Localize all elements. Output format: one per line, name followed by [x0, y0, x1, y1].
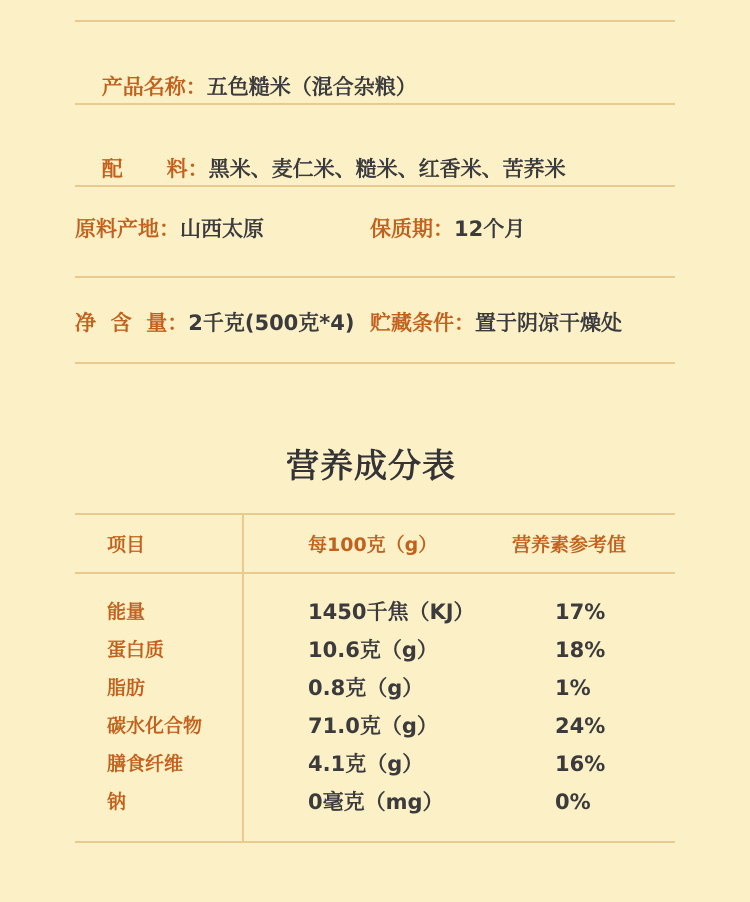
divider	[75, 362, 675, 364]
shelf-life-group	[370, 217, 525, 241]
nutrient-nrv: 0%	[555, 790, 591, 814]
nutrient-name: 脂肪	[107, 677, 146, 699]
nutrient-name: 膳食纤维	[107, 753, 184, 775]
nutrient-nrv: 17%	[555, 600, 606, 624]
nutrition-row-fat	[75, 676, 675, 700]
nutrition-row-energy	[75, 600, 675, 624]
netweight-storage-row	[75, 311, 675, 335]
nutrient-nrv: 18%	[555, 638, 606, 662]
divider	[75, 185, 675, 187]
nutrient-name: 蛋白质	[107, 639, 165, 661]
header-nrv: 营养素参考值	[512, 534, 627, 556]
ingredients-value: 黑米、麦仁米、糙米、红香米、苦荞米	[208, 157, 566, 181]
nutrient-amount: 1450千焦（KJ）	[308, 600, 475, 624]
nutrient-amount: 71.0克（g）	[308, 714, 438, 738]
product-name-row	[75, 51, 675, 99]
shelf-life-value: 12个月	[454, 217, 526, 241]
divider	[75, 20, 675, 22]
product-name-label: 产品名称：	[101, 75, 207, 99]
product-name-value: 五色糙米（混合杂粮）	[206, 75, 417, 99]
nutrient-amount: 0.8克（g）	[308, 676, 424, 700]
net-weight-group	[75, 311, 355, 335]
origin-value: 山西太原	[180, 217, 264, 241]
storage-group	[370, 311, 622, 335]
net-weight-value: 2千克(500克*4)	[188, 311, 355, 335]
shelf-life-label: 保质期：	[370, 217, 454, 241]
nutrition-header-row	[75, 533, 675, 557]
net-weight-label: 净 含 量：	[75, 311, 189, 335]
header-item: 项目	[107, 534, 146, 556]
nutrient-nrv: 1%	[555, 676, 591, 700]
nutrient-amount: 4.1克（g）	[308, 752, 424, 776]
nutrition-row-carbohydrate	[75, 714, 675, 738]
nutrition-row-fiber	[75, 752, 675, 776]
divider	[75, 103, 675, 105]
ingredients-row	[75, 133, 675, 181]
nutrient-nrv: 24%	[555, 714, 606, 738]
header-per100g: 每100克（g）	[308, 534, 438, 556]
table-bottom-border	[75, 841, 675, 843]
table-header-separator	[75, 572, 675, 574]
origin-group	[75, 217, 264, 241]
origin-shelflife-row	[75, 217, 675, 241]
storage-label: 贮藏条件：	[370, 311, 475, 335]
ingredients-label: 配 料：	[101, 157, 209, 181]
table-top-border	[75, 513, 675, 515]
nutrition-table-title: 营养成分表	[286, 446, 456, 485]
nutrient-amount: 0毫克（mg）	[308, 790, 444, 814]
nutrition-row-protein	[75, 638, 675, 662]
nutrition-row-sodium	[75, 790, 675, 814]
nutrient-nrv: 16%	[555, 752, 606, 776]
origin-label: 原料产地：	[75, 217, 180, 241]
nutrient-name: 钠	[107, 791, 127, 813]
nutrient-amount: 10.6克（g）	[308, 638, 438, 662]
divider	[75, 276, 675, 278]
nutrient-name: 能量	[107, 601, 146, 623]
storage-value: 置于阴凉干燥处	[475, 311, 622, 335]
nutrient-name: 碳水化合物	[107, 715, 203, 737]
